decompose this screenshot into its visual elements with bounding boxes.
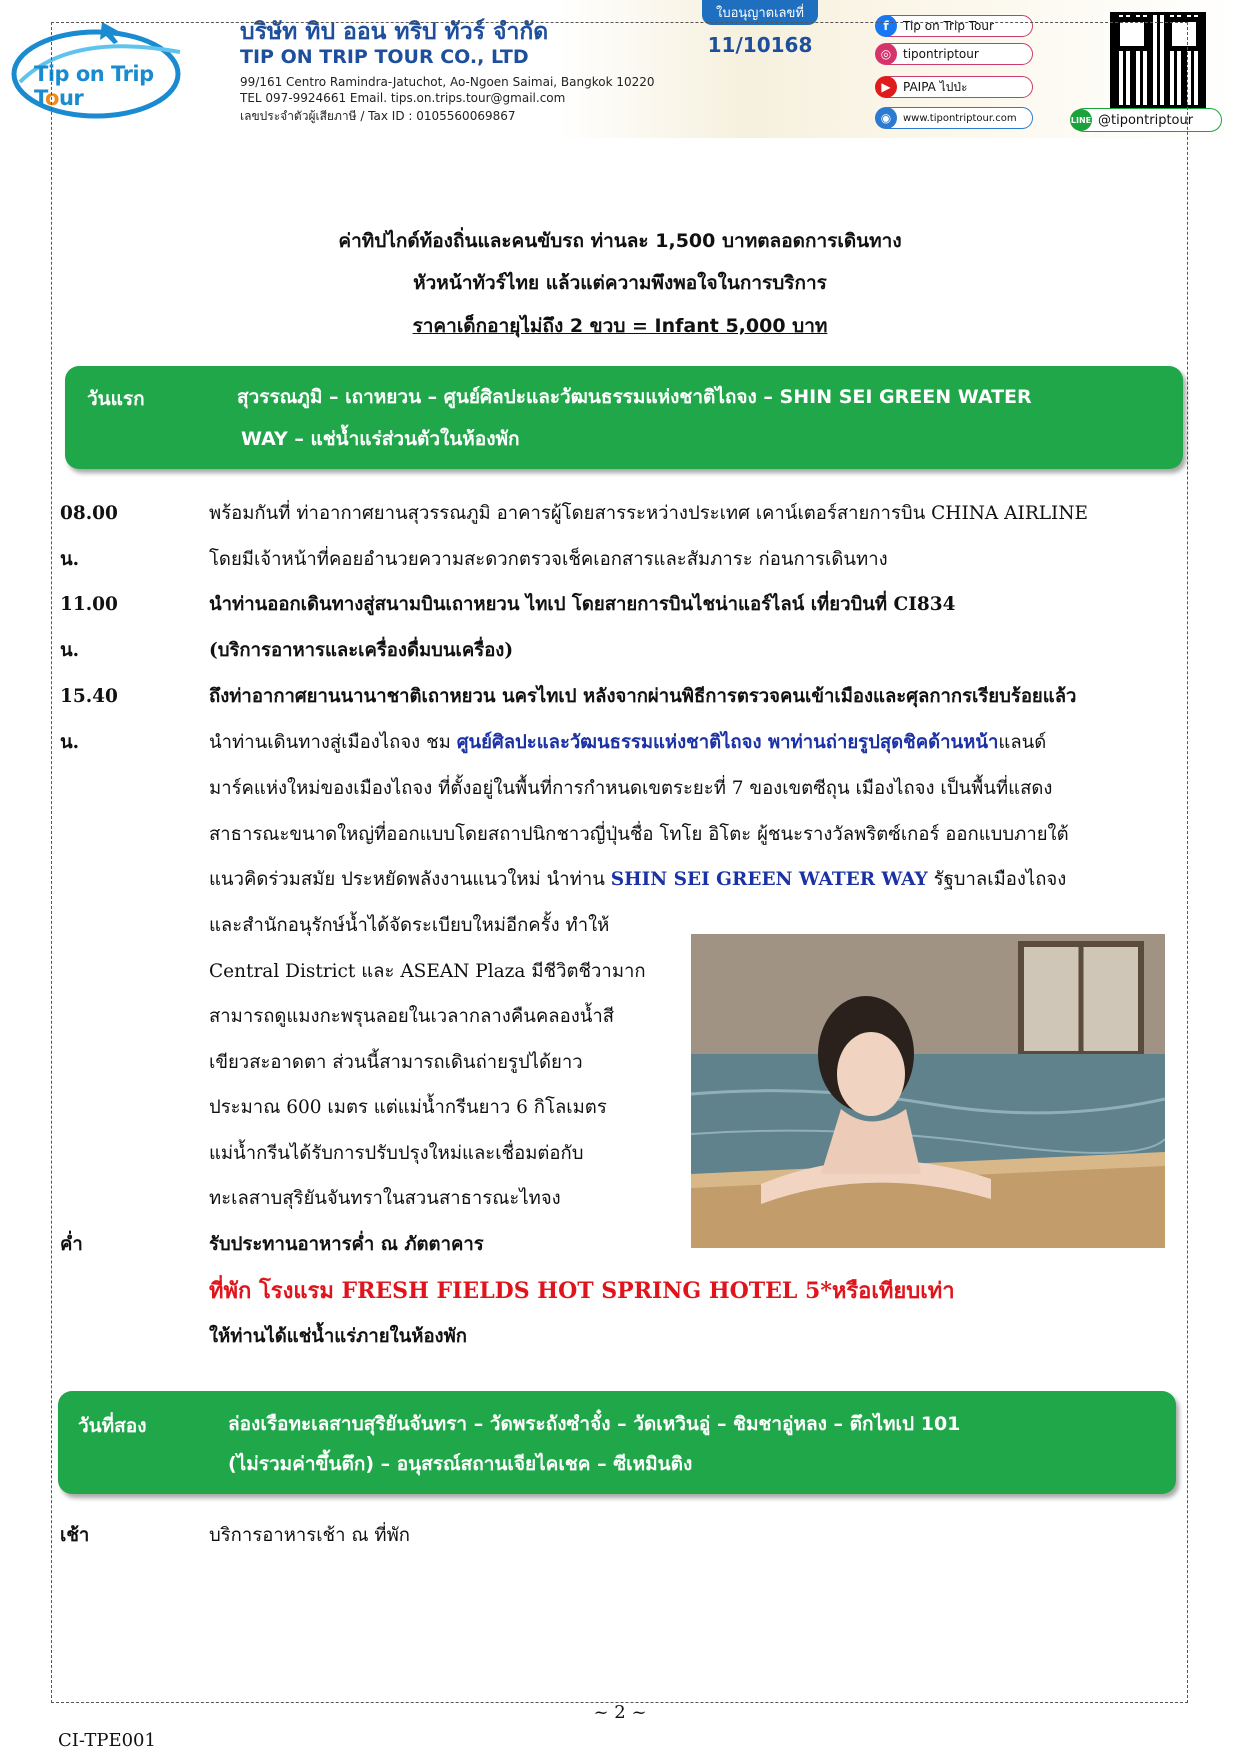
company-name-thai: บริษัท ทิป ออน ทริป ทัวร์ จำกัด — [240, 19, 549, 45]
license-number: 11/10168 — [707, 33, 813, 57]
intro-infant-line: ราคาเด็กอายุไม่ถึง 2 ขวบ = Infant 5,000 บาท — [412, 315, 828, 337]
schedule-text: ประมาณ 600 เมตร แต่แม่น้ำกรีนยาว 6 กิโลเมตร — [209, 1097, 607, 1118]
document-code: CI-TPE001 — [58, 1730, 156, 1751]
text-segment: แนวคิดร่วมสมัย ประหยัดพลังงานแนวใหม่ นำท่าน — [209, 869, 611, 890]
meal-label: เช้า — [60, 1525, 90, 1546]
schedule-text: และสำนักอนุรักษ์น้ำได้จัดระเบียบใหม่อีกครั้ง ทำให้ — [209, 915, 610, 936]
intro-leader-line: หัวหน้าทัวร์ไทย แล้วแต่ความพึงพอใจในการบริการ — [413, 272, 827, 294]
day2-label: วันที่สอง — [78, 1415, 147, 1437]
social-label: PAIPA ไปป่ะ — [903, 79, 968, 94]
day2-banner — [58, 1391, 1176, 1494]
page-number: ~ 2 ~ — [593, 1702, 647, 1723]
day1-label: วันแรก — [87, 388, 145, 410]
website-icon: ◉ — [875, 107, 897, 129]
meal-label: ค่ำ — [60, 1234, 83, 1255]
company-address: 99/161 Centro Ramindra-Jatuchot, Ao-Ngoen Saimai, Bangkok 10220 — [240, 75, 655, 89]
schedule-text — [209, 720, 1046, 766]
logo-text: Tip on Trip Tour — [34, 62, 154, 110]
schedule-text: ถึงท่าอากาศยานนานาชาติเถาหยวน นครไทเป หลังจากผ่านพิธีการตรวจคนเข้าเมืองและศุลกากรเรียบร้อยแล้ว — [209, 686, 1077, 707]
schedule-text — [209, 857, 1066, 903]
text-segment: แลนด์ — [998, 732, 1047, 753]
time-label: 15.40 น. — [60, 686, 118, 753]
day1-title-line1: สุวรรณภูมิ – เถาหยวน – ศูนย์ศิลปะและวัฒนธรรมแห่งชาติไถจง – SHIN SEI GREEN WATER — [237, 386, 1032, 408]
day2-title-line2: (ไม่รวมค่าขึ้นตึก) – อนุสรณ์สถานเจียไคเชค – ซีเหมินติง — [228, 1453, 693, 1475]
dinner-text: รับประทานอาหารค่ำ ณ ภัตตาคาร — [209, 1234, 484, 1255]
social-label: Tip on Trip Tour — [903, 19, 994, 33]
social-label: tipontriptour — [903, 47, 979, 61]
schedule-text: นำท่านออกเดินทางสู่สนามบินเถาหยวน ไทเป โดยสายการบินไชน่าแอร์ไลน์ เที่ยวบินที่ CI834 — [209, 594, 956, 615]
intro-tip-line: ค่าทิปไกด์ท้องถิ่นและคนขับรถ ท่านละ 1,500 บาทตลอดการเดินทาง — [338, 230, 902, 252]
schedule-text: พร้อมกันที่ ท่าอากาศยานสุวรรณภูมิ อาคารผู้โดยสารระหว่างประเทศ เคาน์เตอร์สายการบิน CHINA AIRLINE — [209, 503, 1089, 524]
time-label: 11.00 น. — [60, 594, 118, 661]
hotel-name: ที่พัก โรงแรม FRESH FIELDS HOT SPRING HOTEL 5*หรือเทียบเท่า — [209, 1278, 955, 1304]
highlight-green-water-way: SHIN SEI GREEN WATER WAY — [610, 869, 928, 890]
day1-banner — [65, 366, 1183, 469]
company-tax-id: เลขประจำตัวผู้เสียภาษี / Tax ID : 0105560069867 — [240, 109, 516, 123]
social-label: @tipontriptour — [1098, 112, 1194, 128]
instagram-icon: ◎ — [875, 43, 897, 65]
line-icon: LINE — [1070, 109, 1092, 131]
hot-spring-illustration — [691, 934, 1165, 1248]
schedule-text: สามารถดูแมงกะพรุนลอยในเวลากลางคืนคลองน้ำสี — [209, 1006, 615, 1027]
schedule-text: ทะเลสาบสุริยันจันทราในสวนสาธารณะไทจง — [209, 1188, 561, 1209]
schedule-text: มาร์คแห่งใหม่ของเมืองไถจง ที่ตั้งอยู่ในพื้นที่การกำหนดเขตระยะที่ 7 ของเขตซีถุน เมืองไถจง เป็นพื้นที่แสดง — [209, 778, 1053, 799]
youtube-icon: ▶ — [875, 76, 897, 98]
schedule-text: Central District และ ASEAN Plaza มีชีวิตชีวามาก — [209, 961, 646, 982]
day2-title-line1: ล่องเรือทะเลสาบสุริยันจันทรา – วัดพระถังซำจั๋ง – วัดเหวินอู่ – ชิมชาอู่หลง – ตึกไทเป 101 — [228, 1413, 961, 1435]
schedule-text: แม่น้ำกรีนได้รับการปรับปรุงใหม่และเชื่อมต่อกับ — [209, 1143, 584, 1164]
social-label: www.tipontriptour.com — [903, 112, 1017, 124]
schedule-text: โดยมีเจ้าหน้าที่คอยอำนวยความสะดวกตรวจเช็คเอกสารและสัมภาระ ก่อนการเดินทาง — [209, 549, 888, 570]
hot-spring-photo — [691, 934, 1165, 1248]
facebook-icon: f — [875, 15, 897, 37]
schedule-text: เขียวสะอาดตา ส่วนนี้สามารถเดินถ่ายรูปได้ยาว — [209, 1052, 583, 1073]
license-label: ใบอนุญาตเลขที่ — [702, 0, 818, 25]
schedule-text: สาธารณะขนาดใหญ่ที่ออกแบบโดยสถาปนิกชาวญี่ปุ่นชื่อ โทโย อิโตะ ผู้ชนะรางวัลพริตซ์เกอร์ ออกแบบภายใต้ — [209, 824, 1069, 845]
company-name-english: TIP ON TRIP TOUR CO., LTD — [240, 46, 529, 68]
company-contact: TEL 097-9924661 Email. tips.on.trips.tour@gmail.com — [240, 91, 566, 105]
breakfast-text: บริการอาหารเช้า ณ ที่พัก — [209, 1525, 411, 1546]
text-segment: นำท่านเดินทางสู่เมืองไถจง ชม — [209, 732, 457, 753]
text-segment: รัฐบาลเมืองไถจง — [927, 869, 1067, 890]
time-label: 08.00 น. — [60, 503, 118, 570]
highlight-taichung-art-center: ศูนย์ศิลปะและวัฒนธรรมแห่งชาติไถจง พาท่านถ่ายรูปสุดชิคด้านหน้า — [456, 732, 999, 753]
day1-title-line2: WAY – แช่น้ำแร่ส่วนตัวในห้องพัก — [241, 428, 520, 450]
schedule-text: (บริการอาหารและเครื่องดื่มบนเครื่อง) — [209, 640, 514, 661]
hotel-note: ให้ท่านได้แช่น้ำแร่ภายในห้องพัก — [209, 1326, 467, 1347]
